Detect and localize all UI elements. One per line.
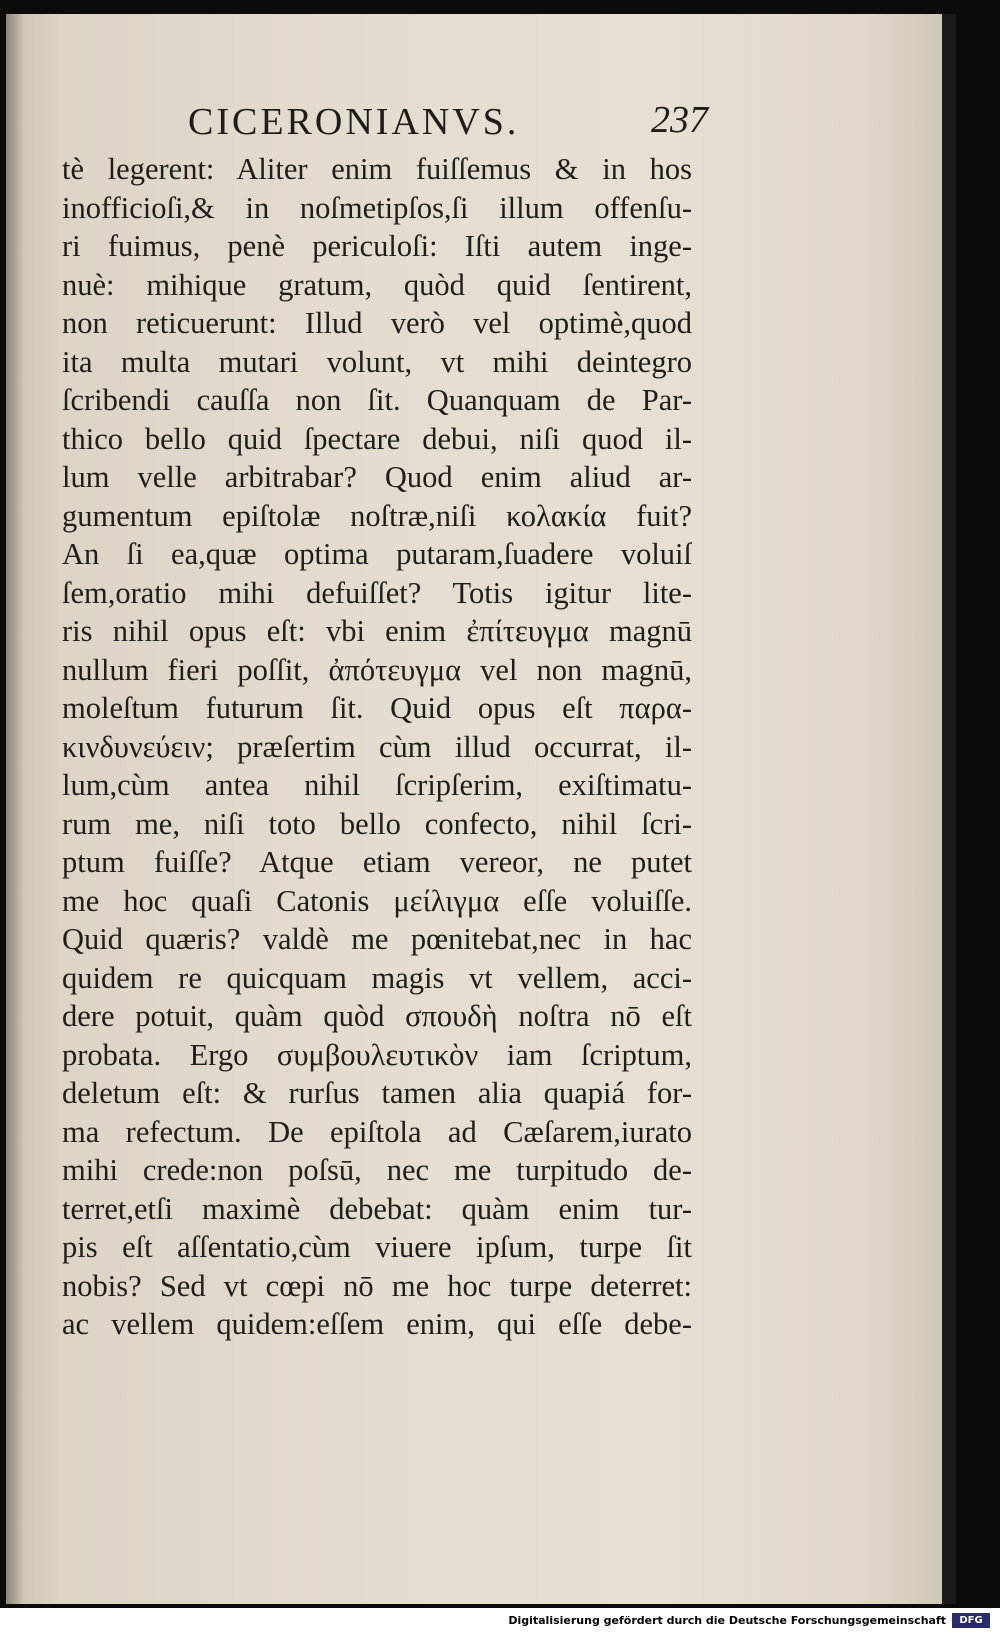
text-line: gumentum epiſtolæ noſtræ,niſi κολακία fuit? [62,498,692,533]
text-line: ſcribendi cauſſa non ſit. Quanquam de Par- [62,383,692,417]
text-line: ita multa mutari volunt, vt mihi deintegro [62,344,692,379]
text-line: terret,etſi maximè debebat: quàm enim tur- [62,1191,692,1226]
text-line: ac vellem quidem:eſſem enim, qui eſſe debe- [62,1307,692,1341]
page-number: 237 [651,99,708,141]
digitization-footer [0,1608,1000,1637]
text-line: ma refectum. De epiſtola ad Cæſarem,iurato [62,1114,692,1149]
text-line: quidem re quicquam magis vt vellem, acci- [62,960,692,995]
text-line: dere potuit, quàm quòd σπουδὴ noſtra nō eſt [62,999,692,1033]
text-line: rum me, niſi toto bello confecto, nihil ſcri- [62,806,692,841]
text-line: nobis? Sed vt cœpi nō me hoc turpe deterret: [62,1268,692,1303]
text-line: ſem,oratio mihi defuiſſet? Totis igitur lite- [62,575,692,610]
text-line: non reticuerunt: Illud verò vel optimè,quod [62,306,692,340]
dfg-logo-icon: DFG [952,1613,990,1628]
text-line: Quid quæris? valdè me pœnitebat,nec in hac [62,922,692,956]
running-title: CICERONIANVS. [188,101,520,143]
text-line: κινδυνεύειν; præſertim cùm illud occurrat, il- [62,729,692,764]
text-line: lum,cùm antea nihil ſcripſerim, exiſtimatu- [62,768,692,802]
text-line: ptum fuiſſe? Atque etiam vereor, ne putet [62,845,692,879]
text-line: An ſi ea,quæ optima putaram,ſuadere voluiſ [62,537,692,571]
page-header [188,92,708,152]
text-line: lum velle arbitrabar? Quod enim aliud ar- [62,460,692,494]
text-line: ri fuimus, penè periculoſi: Iſti autem inge- [62,229,692,263]
text-line: me hoc quaſi Catonis μείλιγμα eſſe voluiſſe. [62,883,692,918]
text-line: nullum fieri poſſit, ἀπότευγμα vel non magnū, [62,652,692,687]
funding-credit: Digitalisierung gefördert durch die Deutsche Forschungsgemeinschaft [508,1614,946,1627]
text-line: pis eſt aſſentatio,cùm viuere ipſum, turpe ſit [62,1230,692,1264]
text-line: ris nihil opus eſt: vbi enim ἐπίτευγμα magnū [62,614,692,648]
text-line: inofficioſi,& in noſmetipſos,ſi illum offenſu- [62,190,692,225]
text-line: moleſtum futurum ſit. Quid opus eſt παρα- [62,691,692,725]
text-line: probata. Ergo συμβουλευτικὸν iam ſcriptum, [62,1037,692,1072]
body-text [62,150,692,1344]
text-line: thico bello quid ſpectare debui, niſi quod il- [62,421,692,456]
page-spine-shadow [6,14,24,1604]
text-line: mihi crede:non poſsū, nec me turpitudo de- [62,1153,692,1187]
text-line: deletum eſt: & rurſus tamen alia quapiá for- [62,1076,692,1110]
text-line: nuè: mihique gratum, quòd quid ſentirent, [62,267,692,302]
text-line: tè legerent: Aliter enim fuiſſemus & in hos [62,152,692,186]
